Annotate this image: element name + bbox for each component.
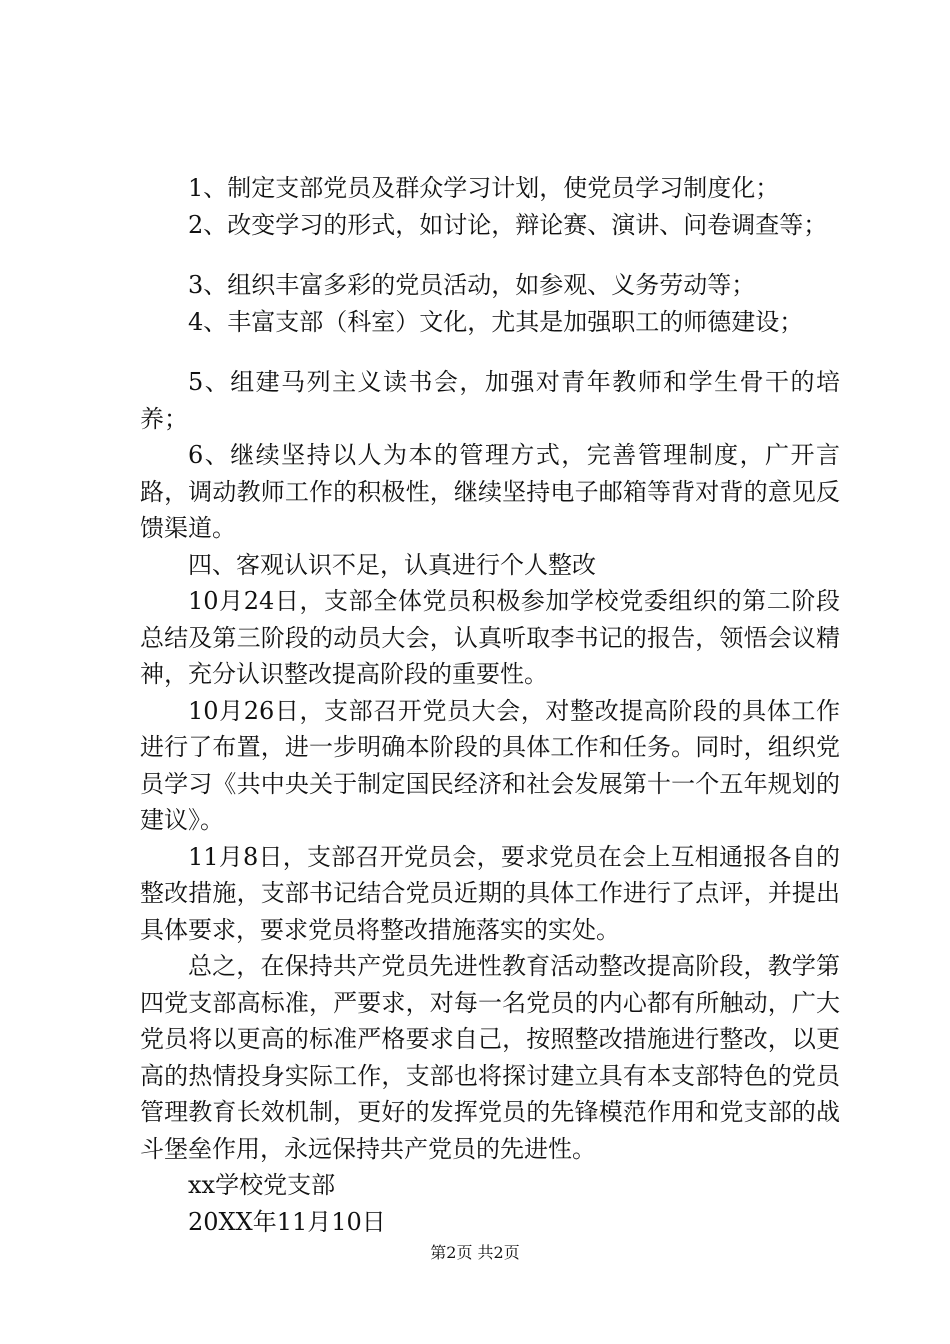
paragraph-nov-8: 11月8日，支部召开党员会，要求党员在会上互相通报各自的整改措施，支部书记结合党员近期的具体工作进行了点评，并提出具体要求，要求党员将整改措施落实的实处。 (140, 842, 840, 944)
paragraph-oct-24: 10月24日，支部全体党员积极参加学校党委组织的第二阶段总结及第三阶段的动员大会，认真听取李书记的报告，领悟会议精神，充分认识整改提高阶段的重要性。 (140, 587, 840, 688)
paragraph-gap (140, 243, 840, 267)
paragraph-item-4: 4、丰富支部（科室）文化，尤其是加强职工的师德建设； (188, 307, 804, 336)
paragraph-item-5: 5、组建马列主义读书会，加强对青年教师和学生骨干的培养； (140, 368, 840, 433)
document-body (140, 170, 840, 1240)
signature-date: 20XX年11月10日 (188, 1207, 386, 1236)
paragraph-item-1: 1、制定支部党员及群众学习计划，使党员学习制度化； (188, 174, 780, 202)
paragraph-item-3: 3、组织丰富多彩的党员活动，如参观、义务劳动等； (188, 271, 756, 299)
section-heading: 四、客观认识不足，认真进行个人整改 (188, 550, 596, 579)
paragraph-summary: 总之，在保持共产党员先进性教育活动整改提高阶段，教学第四党支部高标准，严要求，对每一名党员的内心都有所触动，广大党员将以更高的标准严格要求自己，按照整改措施进行整改，以更高的热情投身实际工作，支部也将探讨建立具有本支部特色的党员管理教育长效机制，更好的发挥党员的先锋模范作用和党支部的战斗堡垒作用，永远保持共产党员的先进性。 (140, 952, 840, 1163)
paragraph-oct-26: 10月26日，支部召开党员大会，对整改提高阶段的具体工作进行了布置，进一步明确本阶段的具体工作和任务。同时，组织党员学习《共中央关于制定国民经济和社会发展第十一个五年规划的建议》。 (140, 696, 840, 834)
signature-organization: xx学校党支部 (188, 1171, 336, 1199)
page-number-footer: 第2页 共2页 (430, 1243, 520, 1262)
paragraph-item-2: 2、改变学习的形式，如讨论，辩论赛、演讲、问卷调查等； (188, 210, 828, 239)
paragraph-gap (140, 340, 840, 364)
paragraph-item-6: 6、继续坚持以人为本的管理方式，完善管理制度，广开言路，调动教师工作的积极性，继续坚持电子邮箱等背对背的意见反馈渠道。 (140, 441, 840, 542)
